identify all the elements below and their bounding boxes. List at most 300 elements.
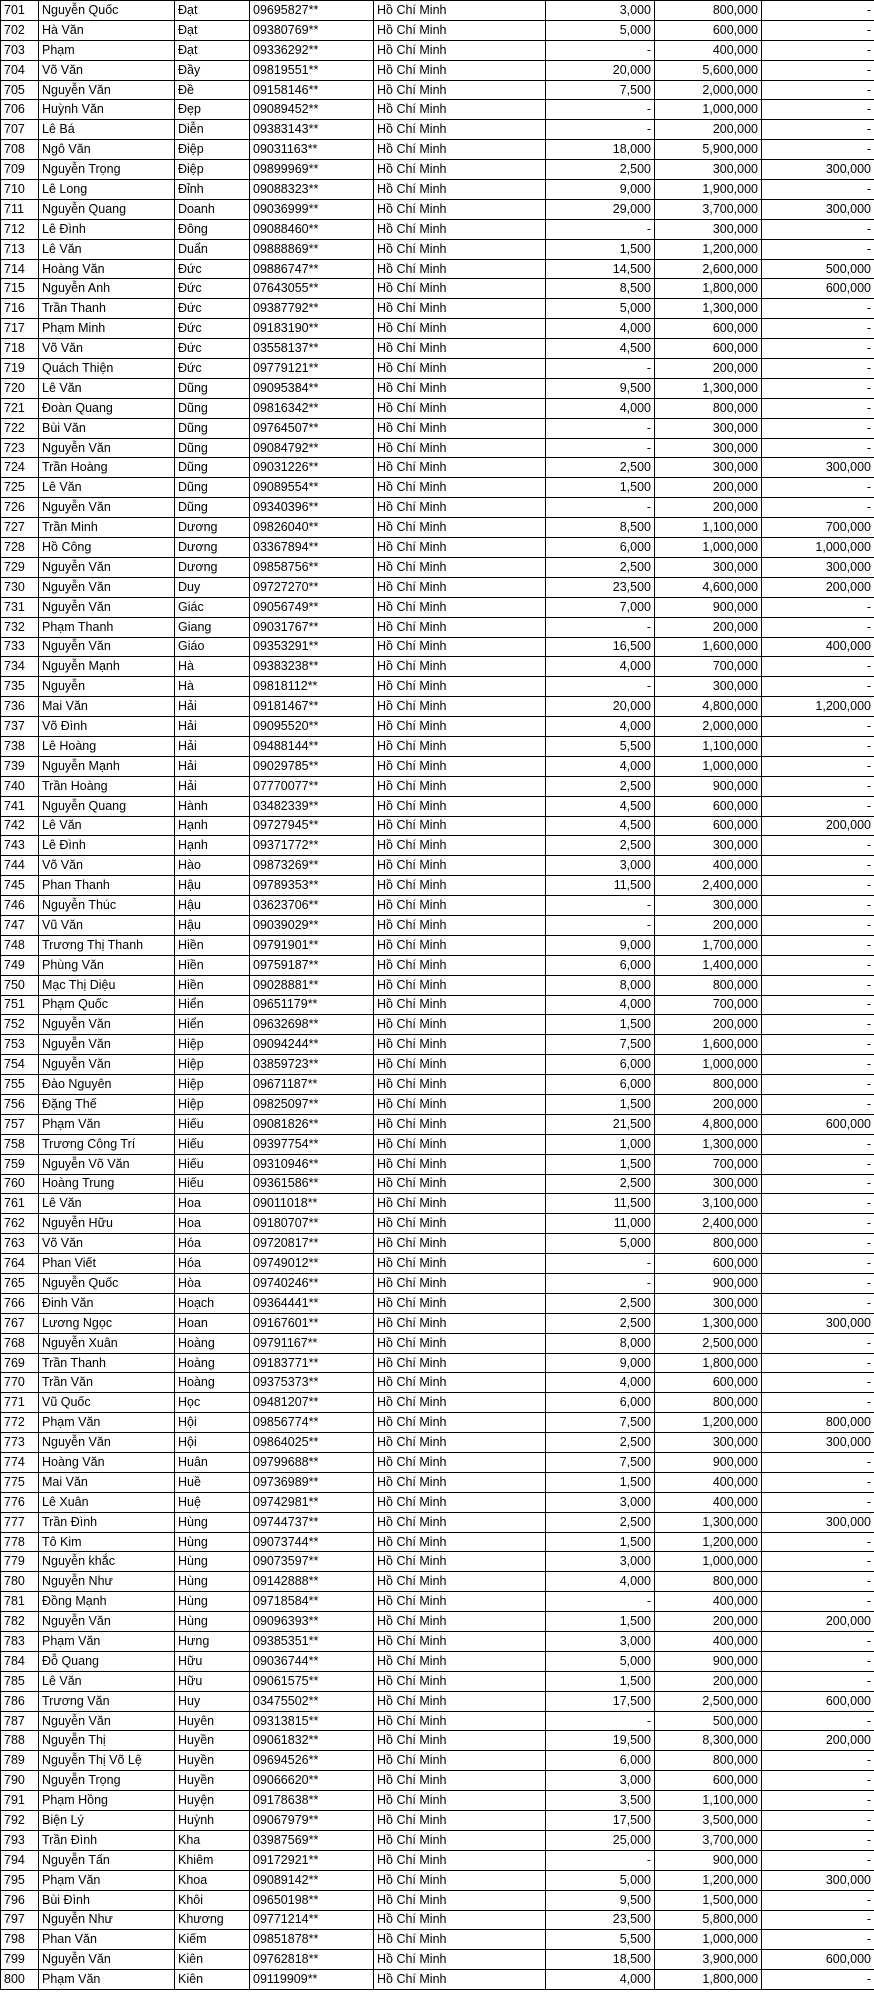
- city-cell: Hồ Chí Minh: [374, 1015, 546, 1035]
- phone-cell: 09851878**: [250, 1930, 374, 1950]
- city-cell: Hồ Chí Minh: [374, 279, 546, 299]
- phone-cell: 09632698**: [250, 1015, 374, 1035]
- family-name-cell: Phan Thanh: [39, 876, 175, 896]
- family-name-cell: Lương Ngọc: [39, 1313, 175, 1333]
- row-number-cell: 788: [1, 1731, 39, 1751]
- phone-cell: 09718584**: [250, 1592, 374, 1612]
- amount-a-cell: 7,500: [546, 1413, 655, 1433]
- amount-b-cell: 1,000,000: [655, 1930, 762, 1950]
- table-row: [1, 1870, 874, 1890]
- row-number-cell: 749: [1, 955, 39, 975]
- table-row: [1, 259, 874, 279]
- row-number-cell: 712: [1, 219, 39, 239]
- phone-cell: 03859723**: [250, 1055, 374, 1075]
- amount-c-cell: -: [762, 80, 874, 100]
- table-row: [1, 1472, 874, 1492]
- city-cell: Hồ Chí Minh: [374, 478, 546, 498]
- given-name-cell: Hà: [175, 677, 250, 697]
- phone-cell: 09799688**: [250, 1453, 374, 1473]
- phone-cell: 09650198**: [250, 1890, 374, 1910]
- phone-cell: 09397754**: [250, 1134, 374, 1154]
- given-name-cell: Hải: [175, 697, 250, 717]
- row-number-cell: 702: [1, 20, 39, 40]
- row-number-cell: 774: [1, 1453, 39, 1473]
- family-name-cell: Lê Văn: [39, 1671, 175, 1691]
- city-cell: Hồ Chí Minh: [374, 1234, 546, 1254]
- amount-b-cell: 400,000: [655, 1632, 762, 1652]
- given-name-cell: Hùng: [175, 1552, 250, 1572]
- row-number-cell: 766: [1, 1293, 39, 1313]
- city-cell: Hồ Chí Minh: [374, 1890, 546, 1910]
- row-number-cell: 777: [1, 1512, 39, 1532]
- row-number-cell: 795: [1, 1870, 39, 1890]
- row-number-cell: 792: [1, 1811, 39, 1831]
- amount-c-cell: -: [762, 915, 874, 935]
- table-row: [1, 1910, 874, 1930]
- row-number-cell: 744: [1, 856, 39, 876]
- given-name-cell: Đẹp: [175, 100, 250, 120]
- amount-a-cell: 3,000: [546, 1, 655, 21]
- phone-cell: 09095520**: [250, 717, 374, 737]
- city-cell: Hồ Chí Minh: [374, 319, 546, 339]
- row-number-cell: 716: [1, 299, 39, 319]
- family-name-cell: Quách Thiện: [39, 359, 175, 379]
- table-row: [1, 478, 874, 498]
- given-name-cell: Hoa: [175, 1194, 250, 1214]
- family-name-cell: Nguyễn Văn: [39, 1015, 175, 1035]
- amount-c-cell: 600,000: [762, 279, 874, 299]
- family-name-cell: Nguyễn: [39, 677, 175, 697]
- amount-b-cell: 2,000,000: [655, 80, 762, 100]
- family-name-cell: Trần Hoàng: [39, 776, 175, 796]
- family-name-cell: Đồng Mạnh: [39, 1592, 175, 1612]
- city-cell: Hồ Chí Minh: [374, 975, 546, 995]
- amount-a-cell: -: [546, 896, 655, 916]
- given-name-cell: Giang: [175, 617, 250, 637]
- amount-a-cell: -: [546, 40, 655, 60]
- row-number-cell: 796: [1, 1890, 39, 1910]
- amount-c-cell: -: [762, 40, 874, 60]
- amount-b-cell: 200,000: [655, 1094, 762, 1114]
- amount-a-cell: 3,000: [546, 1771, 655, 1791]
- amount-a-cell: 2,500: [546, 1313, 655, 1333]
- amount-c-cell: -: [762, 1890, 874, 1910]
- given-name-cell: Hoa: [175, 1214, 250, 1234]
- phone-cell: 09488144**: [250, 736, 374, 756]
- given-name-cell: Giáo: [175, 637, 250, 657]
- table-row: [1, 1890, 874, 1910]
- family-name-cell: Nguyễn Văn: [39, 80, 175, 100]
- amount-a-cell: 9,000: [546, 180, 655, 200]
- amount-a-cell: -: [546, 100, 655, 120]
- row-number-cell: 737: [1, 717, 39, 737]
- amount-c-cell: 200,000: [762, 816, 874, 836]
- family-name-cell: Lê Đình: [39, 836, 175, 856]
- amount-b-cell: 700,000: [655, 657, 762, 677]
- amount-c-cell: -: [762, 896, 874, 916]
- table-row: [1, 896, 874, 916]
- amount-a-cell: -: [546, 1850, 655, 1870]
- given-name-cell: Hải: [175, 717, 250, 737]
- amount-a-cell: 3,500: [546, 1791, 655, 1811]
- city-cell: Hồ Chí Minh: [374, 1134, 546, 1154]
- row-number-cell: 721: [1, 398, 39, 418]
- amount-b-cell: 800,000: [655, 1393, 762, 1413]
- amount-c-cell: -: [762, 1552, 874, 1572]
- table-row: [1, 657, 874, 677]
- table-row: [1, 995, 874, 1015]
- amount-c-cell: -: [762, 1393, 874, 1413]
- family-name-cell: Tô Kim: [39, 1532, 175, 1552]
- given-name-cell: Hiếu: [175, 1174, 250, 1194]
- given-name-cell: Hiển: [175, 1015, 250, 1035]
- amount-a-cell: 6,000: [546, 538, 655, 558]
- amount-a-cell: 6,000: [546, 1075, 655, 1095]
- amount-a-cell: 9,000: [546, 935, 655, 955]
- given-name-cell: Hạnh: [175, 816, 250, 836]
- phone-cell: 09084792**: [250, 438, 374, 458]
- city-cell: Hồ Chí Minh: [374, 378, 546, 398]
- family-name-cell: Hồ Công: [39, 538, 175, 558]
- amount-a-cell: 11,500: [546, 1194, 655, 1214]
- given-name-cell: Huyền: [175, 1751, 250, 1771]
- city-cell: Hồ Chí Minh: [374, 180, 546, 200]
- phone-cell: 09816342**: [250, 398, 374, 418]
- family-name-cell: Trần Đình: [39, 1512, 175, 1532]
- family-name-cell: Võ Đình: [39, 717, 175, 737]
- amount-c-cell: 400,000: [762, 637, 874, 657]
- family-name-cell: Nguyễn Văn: [39, 1433, 175, 1453]
- city-cell: Hồ Chí Minh: [374, 557, 546, 577]
- family-name-cell: Nguyễn Văn: [39, 1950, 175, 1970]
- given-name-cell: Đạt: [175, 40, 250, 60]
- table-row: [1, 1950, 874, 1970]
- city-cell: Hồ Chí Minh: [374, 935, 546, 955]
- family-name-cell: Nguyễn Quang: [39, 796, 175, 816]
- city-cell: Hồ Chí Minh: [374, 1711, 546, 1731]
- phone-cell: 09742981**: [250, 1492, 374, 1512]
- table-row: [1, 1433, 874, 1453]
- row-number-cell: 771: [1, 1393, 39, 1413]
- row-number-cell: 757: [1, 1114, 39, 1134]
- amount-a-cell: 4,000: [546, 319, 655, 339]
- amount-b-cell: 200,000: [655, 617, 762, 637]
- amount-b-cell: 2,400,000: [655, 876, 762, 896]
- table-row: [1, 518, 874, 538]
- amount-a-cell: 1,500: [546, 478, 655, 498]
- city-cell: Hồ Chí Minh: [374, 259, 546, 279]
- row-number-cell: 715: [1, 279, 39, 299]
- amount-c-cell: -: [762, 1771, 874, 1791]
- table-row: [1, 1592, 874, 1612]
- amount-b-cell: 1,000,000: [655, 100, 762, 120]
- row-number-cell: 735: [1, 677, 39, 697]
- amount-b-cell: 300,000: [655, 1174, 762, 1194]
- table-row: [1, 1234, 874, 1254]
- city-cell: Hồ Chí Minh: [374, 1552, 546, 1572]
- row-number-cell: 761: [1, 1194, 39, 1214]
- given-name-cell: Hiền: [175, 975, 250, 995]
- family-name-cell: Huỳnh Văn: [39, 100, 175, 120]
- amount-c-cell: -: [762, 756, 874, 776]
- family-name-cell: Nguyễn Như: [39, 1572, 175, 1592]
- city-cell: Hồ Chí Minh: [374, 1512, 546, 1532]
- city-cell: Hồ Chí Minh: [374, 776, 546, 796]
- given-name-cell: Khương: [175, 1910, 250, 1930]
- amount-b-cell: 1,800,000: [655, 279, 762, 299]
- phone-cell: 09791167**: [250, 1333, 374, 1353]
- amount-c-cell: -: [762, 219, 874, 239]
- family-name-cell: Võ Văn: [39, 60, 175, 80]
- given-name-cell: Đức: [175, 339, 250, 359]
- amount-c-cell: -: [762, 717, 874, 737]
- amount-b-cell: 600,000: [655, 1254, 762, 1274]
- amount-c-cell: -: [762, 1850, 874, 1870]
- amount-b-cell: 1,200,000: [655, 1413, 762, 1433]
- amount-b-cell: 300,000: [655, 677, 762, 697]
- row-number-cell: 708: [1, 140, 39, 160]
- row-number-cell: 799: [1, 1950, 39, 1970]
- amount-c-cell: -: [762, 657, 874, 677]
- row-number-cell: 770: [1, 1373, 39, 1393]
- amount-b-cell: 400,000: [655, 40, 762, 60]
- phone-cell: 09361586**: [250, 1174, 374, 1194]
- given-name-cell: Hạnh: [175, 836, 250, 856]
- phone-cell: 09727945**: [250, 816, 374, 836]
- city-cell: Hồ Chí Minh: [374, 637, 546, 657]
- given-name-cell: Huề: [175, 1472, 250, 1492]
- row-number-cell: 769: [1, 1353, 39, 1373]
- given-name-cell: Đạt: [175, 20, 250, 40]
- amount-c-cell: 300,000: [762, 1313, 874, 1333]
- amount-a-cell: 1,500: [546, 1015, 655, 1035]
- phone-cell: 09899969**: [250, 160, 374, 180]
- given-name-cell: Hóa: [175, 1234, 250, 1254]
- city-cell: Hồ Chí Minh: [374, 458, 546, 478]
- city-cell: Hồ Chí Minh: [374, 219, 546, 239]
- row-number-cell: 739: [1, 756, 39, 776]
- family-name-cell: Nguyễn Văn: [39, 577, 175, 597]
- table-row: [1, 975, 874, 995]
- family-name-cell: Ngô Văn: [39, 140, 175, 160]
- row-number-cell: 794: [1, 1850, 39, 1870]
- amount-b-cell: 1,700,000: [655, 935, 762, 955]
- family-name-cell: Võ Văn: [39, 1234, 175, 1254]
- amount-a-cell: 8,000: [546, 1333, 655, 1353]
- amount-b-cell: 300,000: [655, 557, 762, 577]
- amount-a-cell: 2,500: [546, 1174, 655, 1194]
- amount-b-cell: 600,000: [655, 20, 762, 40]
- table-row: [1, 1, 874, 21]
- given-name-cell: Hữu: [175, 1651, 250, 1671]
- row-number-cell: 731: [1, 597, 39, 617]
- amount-b-cell: 2,500,000: [655, 1691, 762, 1711]
- given-name-cell: Điệp: [175, 160, 250, 180]
- amount-a-cell: 3,000: [546, 1632, 655, 1652]
- given-name-cell: Hào: [175, 856, 250, 876]
- amount-c-cell: -: [762, 140, 874, 160]
- amount-b-cell: 3,500,000: [655, 1811, 762, 1831]
- phone-cell: 09749012**: [250, 1254, 374, 1274]
- table-row: [1, 20, 874, 40]
- amount-a-cell: 2,500: [546, 1293, 655, 1313]
- city-cell: Hồ Chí Minh: [374, 1353, 546, 1373]
- table-row: [1, 1791, 874, 1811]
- row-number-cell: 773: [1, 1433, 39, 1453]
- row-number-cell: 714: [1, 259, 39, 279]
- table-row: [1, 1114, 874, 1134]
- amount-a-cell: -: [546, 418, 655, 438]
- given-name-cell: Điệp: [175, 140, 250, 160]
- amount-b-cell: 1,300,000: [655, 1134, 762, 1154]
- family-name-cell: Nguyễn Văn: [39, 1612, 175, 1632]
- family-name-cell: Trần Hoàng: [39, 458, 175, 478]
- row-number-cell: 734: [1, 657, 39, 677]
- city-cell: Hồ Chí Minh: [374, 20, 546, 40]
- amount-b-cell: 1,600,000: [655, 637, 762, 657]
- given-name-cell: Dũng: [175, 438, 250, 458]
- amount-b-cell: 300,000: [655, 219, 762, 239]
- city-cell: Hồ Chí Minh: [374, 518, 546, 538]
- table-row: [1, 637, 874, 657]
- family-name-cell: Phạm Quốc: [39, 995, 175, 1015]
- amount-a-cell: 2,500: [546, 1433, 655, 1453]
- amount-a-cell: 9,500: [546, 378, 655, 398]
- phone-cell: 03482339**: [250, 796, 374, 816]
- amount-a-cell: 19,500: [546, 1731, 655, 1751]
- family-name-cell: Bùi Đình: [39, 1890, 175, 1910]
- given-name-cell: Doanh: [175, 199, 250, 219]
- given-name-cell: Dũng: [175, 378, 250, 398]
- table-row: [1, 279, 874, 299]
- family-name-cell: Lê Văn: [39, 478, 175, 498]
- amount-c-cell: -: [762, 418, 874, 438]
- phone-cell: 09886747**: [250, 259, 374, 279]
- phone-cell: 09067979**: [250, 1811, 374, 1831]
- amount-c-cell: 200,000: [762, 577, 874, 597]
- given-name-cell: Đức: [175, 299, 250, 319]
- row-number-cell: 787: [1, 1711, 39, 1731]
- phone-cell: 09340396**: [250, 498, 374, 518]
- table-row: [1, 1612, 874, 1632]
- city-cell: Hồ Chí Minh: [374, 717, 546, 737]
- row-number-cell: 781: [1, 1592, 39, 1612]
- amount-c-cell: -: [762, 1094, 874, 1114]
- amount-c-cell: 300,000: [762, 1512, 874, 1532]
- row-number-cell: 710: [1, 180, 39, 200]
- row-number-cell: 720: [1, 378, 39, 398]
- amount-a-cell: 3,000: [546, 1492, 655, 1512]
- given-name-cell: Đạt: [175, 1, 250, 21]
- amount-c-cell: -: [762, 100, 874, 120]
- amount-b-cell: 1,100,000: [655, 518, 762, 538]
- family-name-cell: Lê Văn: [39, 816, 175, 836]
- amount-c-cell: -: [762, 1194, 874, 1214]
- amount-b-cell: 1,100,000: [655, 736, 762, 756]
- phone-cell: 09759187**: [250, 955, 374, 975]
- given-name-cell: Duy: [175, 577, 250, 597]
- amount-b-cell: 4,800,000: [655, 1114, 762, 1134]
- phone-cell: 09383238**: [250, 657, 374, 677]
- city-cell: Hồ Chí Minh: [374, 1930, 546, 1950]
- given-name-cell: Hoạch: [175, 1293, 250, 1313]
- amount-c-cell: -: [762, 180, 874, 200]
- amount-b-cell: 300,000: [655, 418, 762, 438]
- family-name-cell: Phạm Văn: [39, 1970, 175, 1990]
- city-cell: Hồ Chí Minh: [374, 1572, 546, 1592]
- amount-b-cell: 400,000: [655, 1592, 762, 1612]
- amount-a-cell: 7,000: [546, 597, 655, 617]
- row-number-cell: 709: [1, 160, 39, 180]
- table-row: [1, 1453, 874, 1473]
- amount-b-cell: 1,000,000: [655, 756, 762, 776]
- amount-c-cell: -: [762, 60, 874, 80]
- family-name-cell: Phạm Văn: [39, 1632, 175, 1652]
- phone-cell: 03623706**: [250, 896, 374, 916]
- city-cell: Hồ Chí Minh: [374, 896, 546, 916]
- amount-b-cell: 600,000: [655, 1771, 762, 1791]
- phone-cell: 03475502**: [250, 1691, 374, 1711]
- city-cell: Hồ Chí Minh: [374, 1433, 546, 1453]
- city-cell: Hồ Chí Minh: [374, 995, 546, 1015]
- table-row: [1, 60, 874, 80]
- given-name-cell: Hiếu: [175, 1154, 250, 1174]
- table-row: [1, 199, 874, 219]
- table-row: [1, 816, 874, 836]
- row-number-cell: 713: [1, 239, 39, 259]
- row-number-cell: 748: [1, 935, 39, 955]
- amount-b-cell: 1,400,000: [655, 955, 762, 975]
- phone-cell: 09779121**: [250, 359, 374, 379]
- amount-a-cell: 29,000: [546, 199, 655, 219]
- phone-cell: 09061832**: [250, 1731, 374, 1751]
- amount-b-cell: 2,600,000: [655, 259, 762, 279]
- table-row: [1, 1333, 874, 1353]
- family-name-cell: Nguyễn Văn: [39, 1035, 175, 1055]
- family-name-cell: Đỗ Quang: [39, 1651, 175, 1671]
- amount-a-cell: 7,500: [546, 1453, 655, 1473]
- amount-a-cell: 2,500: [546, 1512, 655, 1532]
- family-name-cell: Đặng Thế: [39, 1094, 175, 1114]
- city-cell: Hồ Chí Minh: [374, 1970, 546, 1990]
- table-row: [1, 80, 874, 100]
- family-name-cell: Vũ Quốc: [39, 1393, 175, 1413]
- city-cell: Hồ Chí Minh: [374, 359, 546, 379]
- row-number-cell: 747: [1, 915, 39, 935]
- phone-cell: 09028881**: [250, 975, 374, 995]
- amount-c-cell: -: [762, 1, 874, 21]
- amount-b-cell: 800,000: [655, 1, 762, 21]
- amount-c-cell: -: [762, 1811, 874, 1831]
- amount-b-cell: 1,300,000: [655, 299, 762, 319]
- given-name-cell: Hoan: [175, 1313, 250, 1333]
- phone-cell: 09789353**: [250, 876, 374, 896]
- amount-b-cell: 1,000,000: [655, 538, 762, 558]
- table-row: [1, 756, 874, 776]
- city-cell: Hồ Chí Minh: [374, 239, 546, 259]
- given-name-cell: Huỳnh: [175, 1811, 250, 1831]
- city-cell: Hồ Chí Minh: [374, 398, 546, 418]
- amount-b-cell: 5,800,000: [655, 1910, 762, 1930]
- row-number-cell: 711: [1, 199, 39, 219]
- city-cell: Hồ Chí Minh: [374, 1154, 546, 1174]
- amount-c-cell: -: [762, 1910, 874, 1930]
- amount-c-cell: -: [762, 398, 874, 418]
- city-cell: Hồ Chí Minh: [374, 140, 546, 160]
- given-name-cell: Dũng: [175, 498, 250, 518]
- city-cell: Hồ Chí Minh: [374, 697, 546, 717]
- amount-b-cell: 1,100,000: [655, 1791, 762, 1811]
